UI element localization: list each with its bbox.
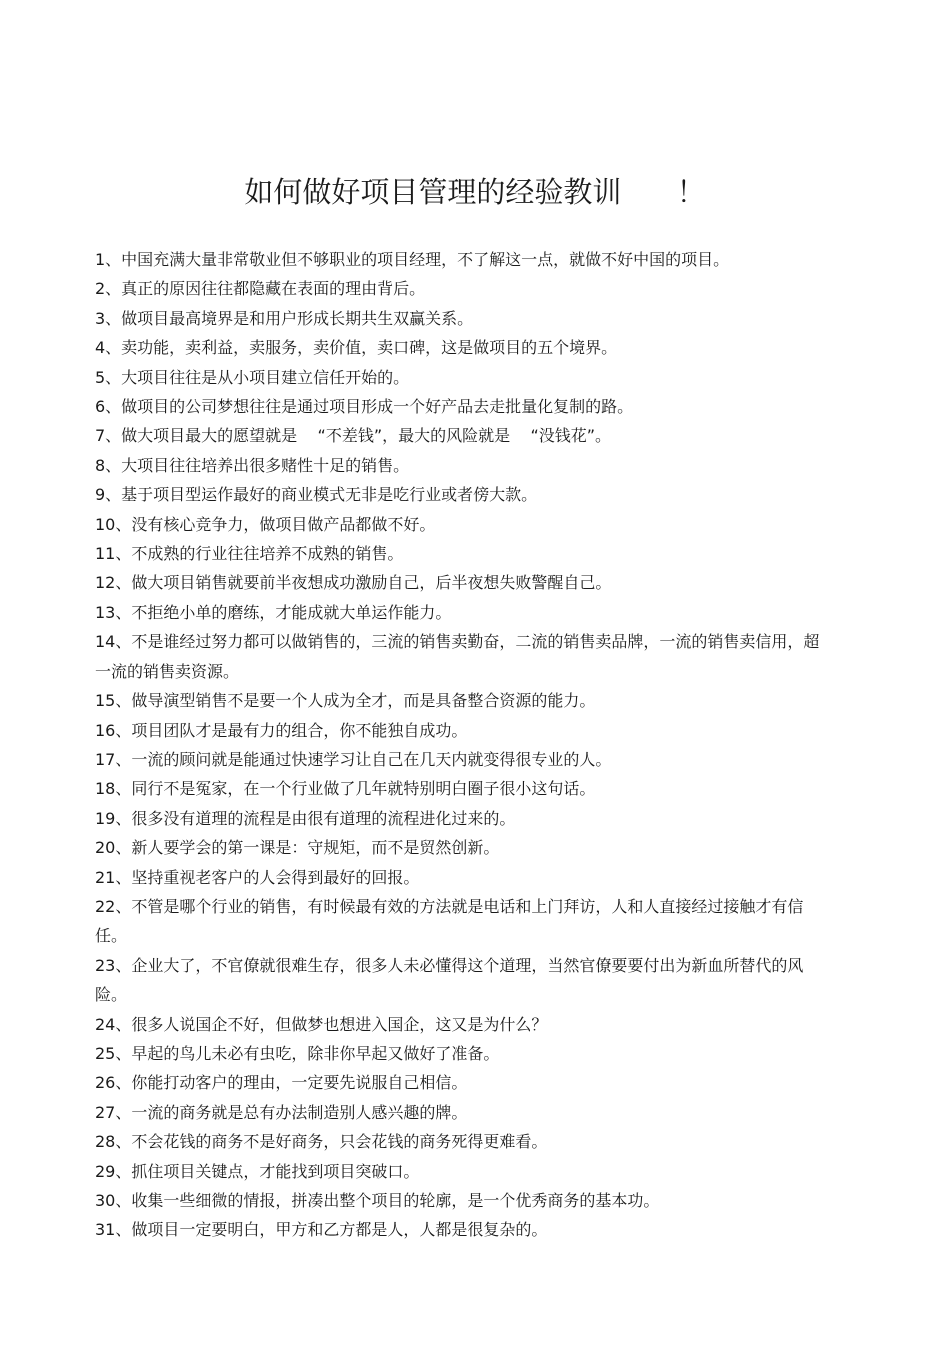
list-item: 1、中国充满大量非常敬业但不够职业的项目经理，不了解这一点，就做不好中国的项目。 [95,250,730,269]
list-item: 12、做大项目销售就要前半夜想成功激励自己，后半夜想失败警醒自己。 [95,573,612,593]
list-item: 5、大项目往往是从小项目建立信任开始的。 [95,367,410,387]
item-list [95,245,825,1245]
list-item: 9、基于项目型运作最好的商业模式无非是吃行业或者傍大款。 [95,485,538,505]
list-item: 11、不成熟的行业往往培养不成熟的销售。 [95,544,404,564]
list-item: 26、你能打动客户的理由，一定要先说服自己相信。 [95,1073,468,1093]
list-item: 20、新人要学会的第一课是：守规矩，而不是贸然创新。 [95,838,500,858]
list-item: 13、不拒绝小单的磨练，才能成就大单运作能力。 [95,602,452,622]
list-item: 22、不管是哪个行业的销售，有时候最有效的方法就是电话和上门拜访，人和人直接经过接触才有信任。 [95,896,804,946]
list-item: 30、收集一些细微的情报，拼凑出整个项目的轮廓，是一个优秀商务的基本功。 [95,1191,660,1210]
list-item: 25、早起的鸟儿未必有虫吃，除非你早起又做好了准备。 [95,1043,500,1063]
list-item: 4、卖功能，卖利益，卖服务，卖价值，卖口碑，这是做项目的五个境界。 [95,338,618,358]
list-item: 28、不会花钱的商务不是好商务，只会花钱的商务死得更难看。 [95,1132,548,1152]
list-item: 8、大项目往往培养出很多赌性十足的销售。 [95,455,410,475]
list-item: 17、一流的顾问就是能通过快速学习让自己在几天内就变得很专业的人。 [95,749,612,769]
list-item: 19、很多没有道理的流程是由很有道理的流程进化过来的。 [95,808,516,828]
list-item: 2、真正的原因往往都隐藏在表面的理由背后。 [95,279,426,299]
list-item: 3、做项目最高境界是和用户形成长期共生双赢关系。 [95,308,474,328]
list-item: 21、坚持重视老客户的人会得到最好的回报。 [95,867,420,887]
list-item: 7、做大项目最大的愿望就是 “不差钱”，最大的风险就是 “没钱花”。 [95,426,612,446]
list-item: 23、企业大了，不官僚就很难生存，很多人未必懂得这个道理，当然官僚要要付出为新血所替代的风险。 [95,955,804,1005]
list-item: 16、项目团队才是最有力的组合，你不能独自成功。 [95,720,468,740]
document-title: 如何做好项目管理的经验教训 ！ [244,175,706,209]
list-item: 29、抓住项目关键点，才能找到项目突破口。 [95,1161,420,1181]
list-item: 10、没有核心竞争力，做项目做产品都做不好。 [95,514,436,534]
list-item: 18、同行不是冤家，在一个行业做了几年就特别明白圈子很小这句话。 [95,779,596,799]
list-item: 27、一流的商务就是总有办法制造别人感兴趣的牌。 [95,1102,468,1122]
list-item: 31、做项目一定要明白，甲方和乙方都是人，人都是很复杂的。 [95,1220,548,1240]
list-item: 15、做导演型销售不是要一个人成为全才，而是具备整合资源的能力。 [95,691,596,711]
list-item: 6、做项目的公司梦想往往是通过项目形成一个好产品去走批量化复制的路。 [95,397,634,417]
list-item: 24、很多人说国企不好，但做梦也想进入国企，这又是为什么？ [95,1014,548,1034]
list-item: 14、不是谁经过努力都可以做销售的，三流的销售卖勤奋，二流的销售卖品牌，一流的销售卖信用，超一流的销售卖资源。 [95,632,820,681]
